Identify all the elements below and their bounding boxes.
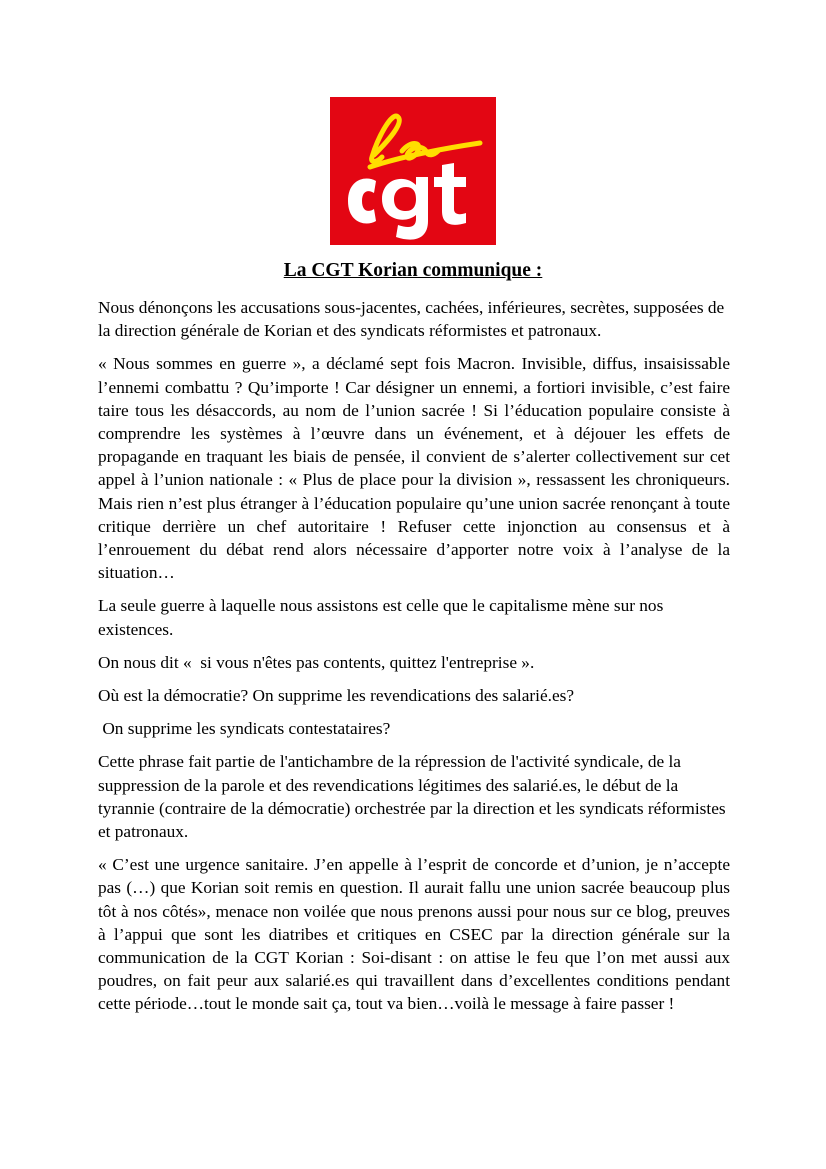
paragraph: La seule guerre à laquelle nous assistons est celle que le capitalisme mène sur nos existences.: [98, 596, 664, 639]
paragraph: « C’est une urgence sanitaire. J’en appelle à l’esprit de concorde et d’union, je n’accepte pas (…) que Korian soit remis en question. Il aurait fallu une union sacrée beaucoup plus tôt à nos côtés», menace non voilée que nous prenons aussi pour nous sur ce blog, preuves à l’appui que sont les diatribes et critiques en CSEC par la direction générale sur la communication de la CGT Korian : Soi-disant : on attise le feu que l’on met aussi aux poudres, on fait peur aux salarié.es qui travaillent dans d’excellentes conditions pendant cette période…tout le monde sait ça, tout va bien…voilà le message à faire passer !: [98, 855, 730, 1014]
paragraph: On nous dit « si vous n'êtes pas contents, quittez l'entreprise ».: [98, 652, 535, 672]
page-title: La CGT Korian communique :: [283, 260, 543, 281]
cgt-wordmark: [348, 163, 466, 240]
document-body: [98, 296, 730, 1026]
paragraph: Nous dénonçons les accusations sous-jacentes, cachées, inférieures, secrètes, supposées de la direction générale de Korian et des syndicats réformistes et patronaux.: [98, 298, 725, 341]
paragraph: Où est la démocratie? On supprime les revendications des salarié.es?: [98, 686, 575, 706]
cgt-logo-graphic: [330, 97, 496, 245]
la-script-mark: [370, 116, 480, 167]
paragraph: « Nous sommes en guerre », a déclamé sept fois Macron. Invisible, diffus, insaisissable l’ennemi combattu ? Qu’importe ! Car désigner un ennemi, a fortiori invisible, c’est faire taire tous les désaccords, au nom de l’union sacrée ! Si l’éducation populaire consiste à comprendre les systèmes à l’œuvre dans un événement, et à déjouer les effets de propagande en traquant les biais de pensée, il convient de s’alerter collectivement sur cet appel à l’union nationale : « Plus de place pour la division », ressassent les chroniqueurs. Mais rien n’est plus étranger à l’éducation populaire qu’une union sacrée renonçant à toute critique derrière un chef autoritaire ! Refuser cette injonction au consensus et à l’enrouement du débat rend alors nécessaire d’apporter notre voix à l’analyse de la situation…: [98, 354, 730, 583]
cgt-logo: [330, 97, 496, 245]
paragraph: On supprime les syndicats contestataires?: [98, 719, 391, 739]
paragraph: Cette phrase fait partie de l'antichambre de la répression de l'activité syndicale, de la suppression de la parole et des revendications légitimes des salarié.es, le début de la tyrannie (contraire de la démocratie) orchestrée par la direction et les syndicats réformistes et patronaux.: [98, 752, 726, 842]
